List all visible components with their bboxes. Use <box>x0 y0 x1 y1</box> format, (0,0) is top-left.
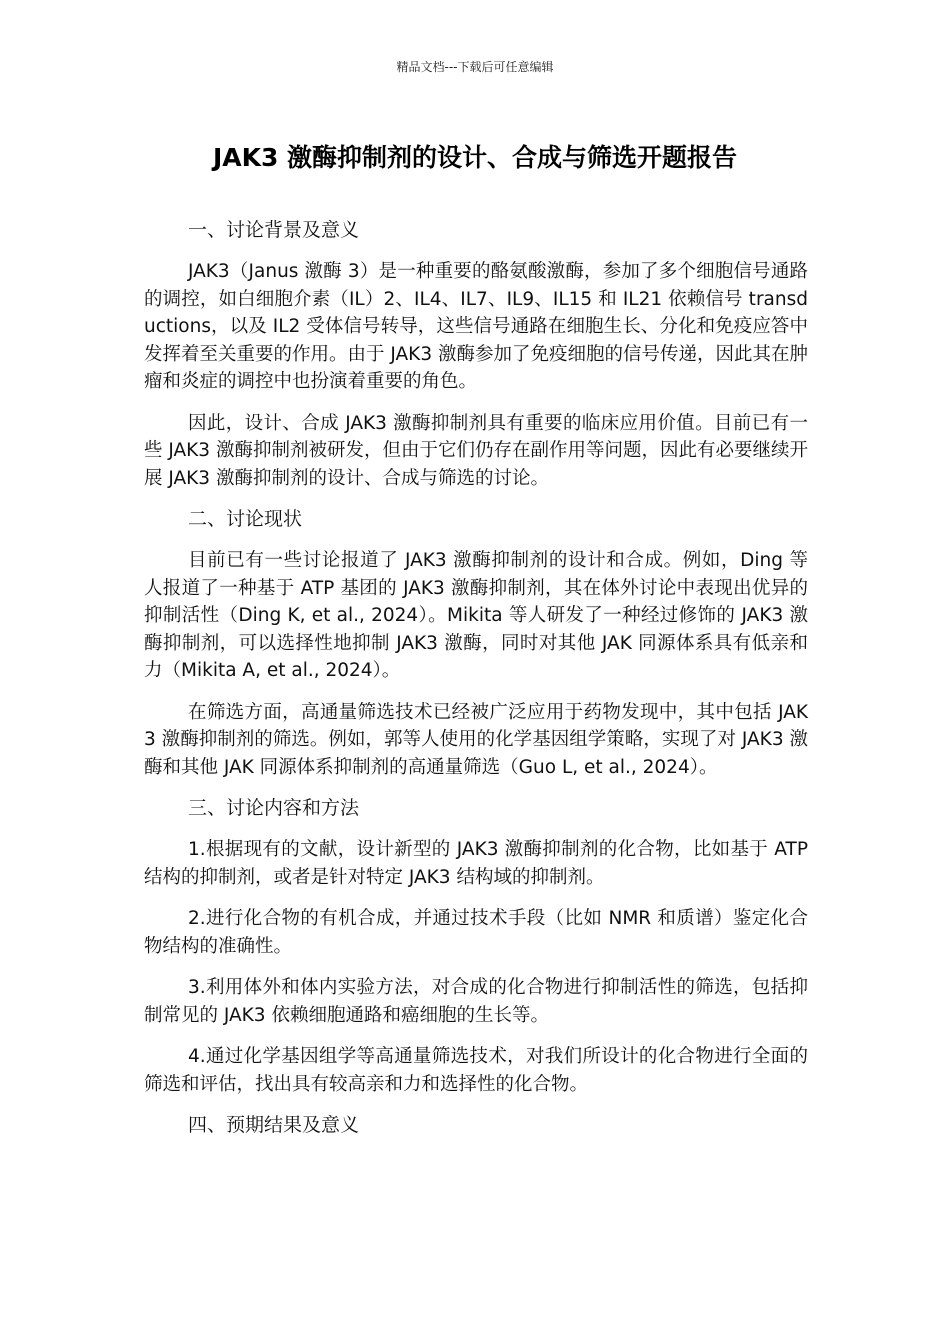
paragraph-status-1: 目前已有一些讨论报道了 JAK3 激酶抑制剂的设计和合成。例如，Ding 等人报道了一种基于 ATP 基团的 JAK3 激酶抑制剂，其在体外讨论中表现出优异的抑制活性（Ding K, et al., 2024）。Mikita 等人研发了一种经过修饰的 JAK3 激酶抑制剂，可以选择性地抑制 JAK3 激酶，同时对其他 JAK 同源体系具有低亲和力（Mikita A, et al., 2024）。 <box>144 550 808 681</box>
section-heading-methods: 三、讨论内容和方法 <box>188 797 360 819</box>
method-item-3: 3.利用体外和体内实验方法，对合成的化合物进行抑制活性的筛选，包括抑制常见的 JAK3 依赖细胞通路和癌细胞的生长等。 <box>144 977 808 1026</box>
document-body <box>144 217 808 1153</box>
method-item-2: 2.进行化合物的有机合成，并通过技术手段（比如 NMR 和质谱）鉴定化合物结构的准确性。 <box>144 908 808 957</box>
paragraph-status-2: 在筛选方面，高通量筛选技术已经被广泛应用于药物发现中，其中包括 JAK3 激酶抑制剂的筛选。例如，郭等人使用的化学基因组学策略，实现了对 JAK3 激酶和其他 JAK 同源体系抑制剂的高通量筛选（Guo L, et al., 2024）。 <box>144 701 808 778</box>
paragraph-background-1: JAK3（Janus 激酶 3）是一种重要的酪氨酸激酶，参加了多个细胞信号通路的调控，如白细胞介素（IL）2、IL4、IL7、IL9、IL15 和 IL21 依赖信号 transductions，以及 IL2 受体信号转导，这些信号通路在细胞生长、分化和免疫应答中发挥着至关重要的作用。由于 JAK3 激酶参加了免疫细胞的信号传递，因此其在肿瘤和炎症的调控中也扮演着重要的角色。 <box>144 261 808 392</box>
paragraph-background-2: 因此，设计、合成 JAK3 激酶抑制剂具有重要的临床应用价值。目前已有一些 JAK3 激酶抑制剂被研发，但由于它们仍存在副作用等问题，因此有必要继续开展 JAK3 激酶抑制剂的设计、合成与筛选的讨论。 <box>144 412 808 489</box>
method-item-1: 1.根据现有的文献，设计新型的 JAK3 激酶抑制剂的化合物，比如基于 ATP 结构的抑制剂，或者是针对特定 JAK3 结构域的抑制剂。 <box>144 839 808 888</box>
section-heading-expected-results: 四、预期结果及意义 <box>188 1114 360 1136</box>
running-header: 精品文档---下载后可任意编辑 <box>396 60 554 74</box>
method-item-4: 4.通过化学基因组学等高通量筛选技术，对我们所设计的化合物进行全面的筛选和评估，找出具有较高亲和力和选择性的化合物。 <box>144 1046 808 1095</box>
document-title: JAK3 激酶抑制剂的设计、合成与筛选开题报告 <box>212 143 738 172</box>
section-heading-background: 一、讨论背景及意义 <box>188 219 360 241</box>
section-heading-status: 二、讨论现状 <box>188 508 303 530</box>
